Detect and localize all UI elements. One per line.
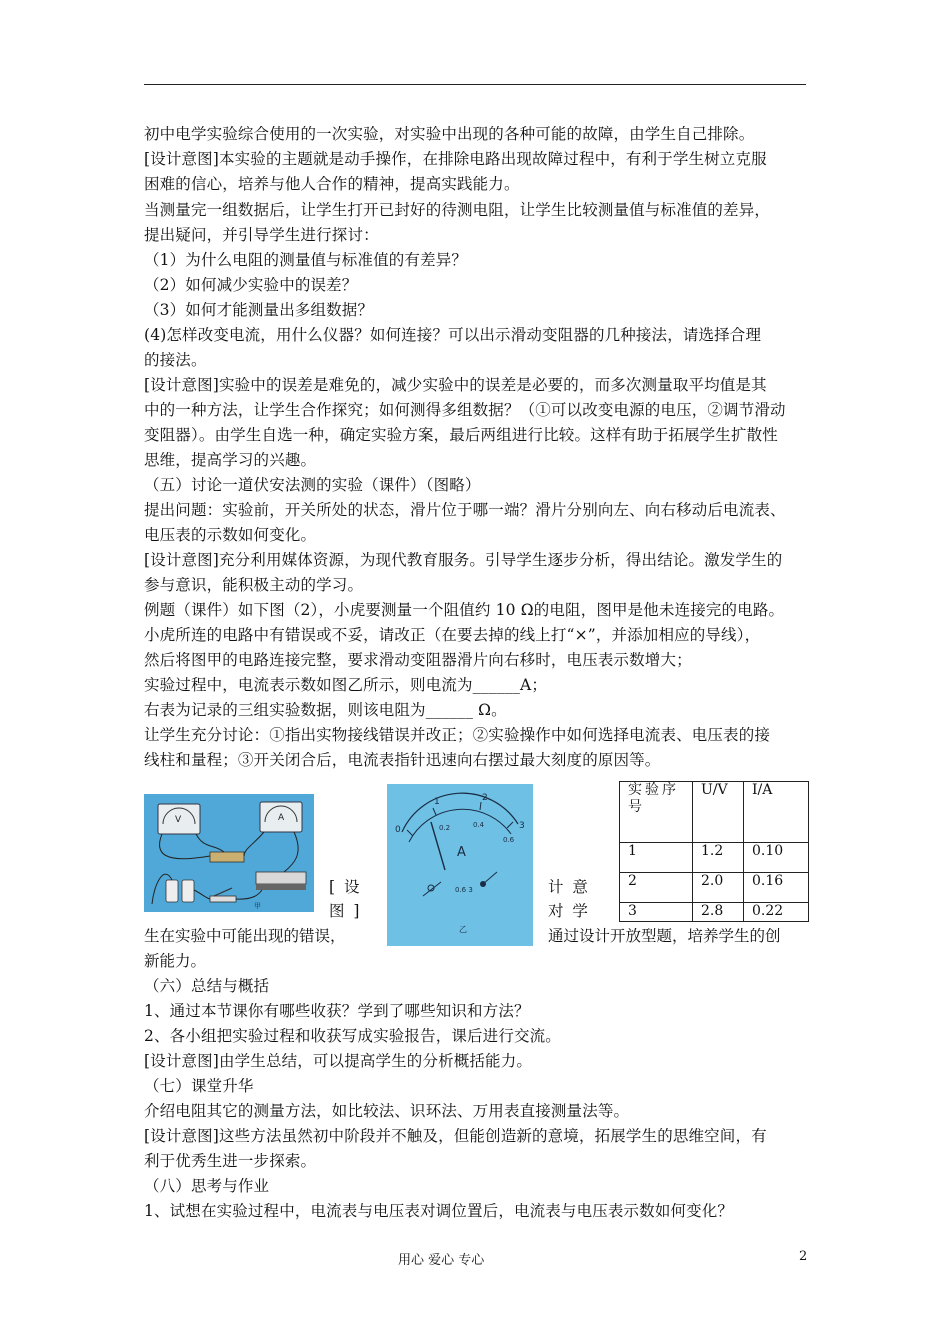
dial-tick-3: 3: [519, 821, 525, 831]
text-line: 介绍电阻其它的测量方法，如比较法、识环法、万用表直接测量法等。: [144, 1102, 630, 1120]
text-line: 的接法。: [144, 351, 207, 369]
text-line: 提出问题：实验前，开关所处的状态，滑片位于哪一端？滑片分别向左、向右移动后电流表、: [144, 501, 786, 519]
text-line: [设计意图]本实验的主题就是动手操作，在排除电路出现故障过程中，有利于学生树立克服: [144, 150, 767, 168]
text-line: （3）如何才能测量出多组数据？: [144, 301, 374, 319]
dial-unit-symbol: A: [457, 845, 466, 860]
dial-subtick: 0.4: [473, 821, 485, 829]
table-row: [620, 903, 809, 922]
table-cell: 1.2: [693, 843, 744, 873]
circuit-diagram: [144, 794, 314, 912]
table-cell: 3: [620, 903, 693, 922]
text-line: 思维，提高学习的兴趣。: [144, 451, 317, 469]
text-line: 初中电学实验综合使用的一次实验，对实验中出现的各种可能的故障，由学生自己排除。: [144, 125, 755, 143]
table-header-cell: 实验序号: [620, 782, 693, 843]
section-heading: （八）思考与作业: [144, 1177, 270, 1195]
data-table: [619, 781, 809, 922]
text-line: 困难的信心，培养与他人合作的精神，提高实践能力。: [144, 175, 520, 193]
text-line: [设计意图]由学生总结，可以提高学生的分析概括能力。: [144, 1052, 532, 1070]
figure-label-jia: 甲: [254, 902, 261, 910]
text-line: [设计意图]实验中的误差是难免的，减少实验中的误差是必要的，而多次测量取平均值是其: [144, 376, 767, 394]
text-line: 利于优秀生进一步探索。: [144, 1152, 317, 1170]
header-rule: [144, 84, 806, 85]
text-line: 2、各小组把实验过程和收获写成实验报告，课后进行交流。: [144, 1027, 561, 1045]
text-line: (4)怎样改变电流，用什么仪器？如何连接？可以出示滑动变阻器的几种接法，请选择合理: [144, 326, 762, 344]
text-fragment: 计 意: [548, 878, 590, 896]
dial-terminals: 0.6 3: [455, 886, 473, 894]
section-heading: （六）总结与概括: [144, 977, 270, 995]
text-line: 实验过程中，电流表示数如图乙所示，则电流为______A；: [144, 676, 548, 694]
text-fragment: 通过设计开放型题，培养学生的创: [548, 927, 781, 945]
table-row: [620, 873, 809, 903]
text-line: 变阻器）。由学生自选一种，确定实验方案，最后两组进行比较。这样有助于拓展学生扩散性: [144, 426, 778, 444]
table-row: [620, 843, 809, 873]
footer-motto: 用心 爱心 专心: [398, 1253, 485, 1268]
table-cell: 0.10: [744, 843, 809, 873]
table-header-cell: I/A: [744, 782, 809, 843]
dial-subtick: 0.2: [439, 824, 451, 832]
text-line: 让学生充分讨论：①指出实物接线错误并改正；②实验操作中如何选择电流表、电压表的接: [144, 726, 771, 744]
text-line: 中的一种方法，让学生合作探究；如何测得多组数据？（①可以改变电源的电压，②调节滑动: [144, 401, 786, 419]
text-line: 然后将图甲的电路连接完整，要求滑动变阻器滑片向右移时，电压表示数增大；: [144, 651, 692, 669]
text-fragment: 新能力。: [144, 952, 207, 970]
text-fragment: [ 设: [329, 878, 362, 896]
text-line: [设计意图]充分利用媒体资源，为现代教育服务。引导学生逐步分析，得出结论。激发学生的: [144, 551, 783, 569]
ammeter-dial-figure: [387, 784, 533, 950]
figure-label-yi: 乙: [459, 925, 467, 934]
text-line: （五）讨论一道伏安法测的实验（课件）（图略）: [144, 476, 481, 494]
text-line: （1）为什么电阻的测量值与标准值的有差异？: [144, 251, 468, 269]
ammeter-symbol: A: [278, 813, 285, 823]
circuit-photo-figure: [144, 794, 314, 916]
table-cell: 2.8: [693, 903, 744, 922]
page-number: 2: [799, 1249, 808, 1264]
text-line: 电压表的示数如何变化。: [144, 526, 317, 544]
voltmeter-symbol: V: [175, 815, 182, 825]
text-line: 1、通过本节课你有哪些收获？学到了哪些知识和方法？: [144, 1002, 530, 1020]
text-line: 例题（课件）如下图（2），小虎要测量一个阻值约 10 Ω的电阻，图甲是他未连接完的电路。: [144, 601, 785, 619]
dial-subtick: 0.6: [503, 836, 515, 844]
table-header-cell: U/V: [693, 782, 744, 843]
text-line: 右表为记录的三组实验数据，则该电阻为______ Ω。: [144, 701, 507, 719]
text-line: [设计意图]这些方法虽然初中阶段并不触及，但能创造新的意境，拓展学生的思维空间，有: [144, 1127, 767, 1145]
table-cell: 2: [620, 873, 693, 903]
text-line: 1、试想在实验过程中，电流表与电压表对调位置后，电流表与电压表示数如何变化？: [144, 1202, 734, 1220]
text-fragment: 图 ]: [329, 902, 362, 920]
table-header-row: [620, 782, 809, 843]
text-fragment: 对 学: [548, 902, 590, 920]
dial-tick-2: 2: [482, 793, 488, 803]
text-line: 参与意识，能积极主动的学习。: [144, 576, 364, 594]
text-line: 小虎所连的电路中有错误或不妥，请改正（在要去掉的线上打“×”，并添加相应的导线），: [144, 626, 761, 644]
dial-tick-0: 0: [395, 825, 401, 835]
text-line: 线柱和量程；③开关闭合后，电流表指针迅速向右摆过最大刻度的原因等。: [144, 751, 661, 769]
section-heading: （七）课堂升华: [144, 1077, 254, 1095]
table-cell: 0.22: [744, 903, 809, 922]
table-cell: 1: [620, 843, 693, 873]
text-line: 提出疑问，并引导学生进行探讨：: [144, 226, 379, 244]
text-line: （2）如何减少实验中的误差？: [144, 276, 358, 294]
text-fragment: 生在实验中可能出现的错误，: [144, 927, 346, 945]
table-cell: 2.0: [693, 873, 744, 903]
ammeter-dial: [387, 784, 533, 946]
text-line: 当测量完一组数据后，让学生打开已封好的待测电阻，让学生比较测量值与标准值的差异，: [144, 201, 771, 219]
table-cell: 0.16: [744, 873, 809, 903]
dial-tick-1: 1: [434, 797, 440, 807]
